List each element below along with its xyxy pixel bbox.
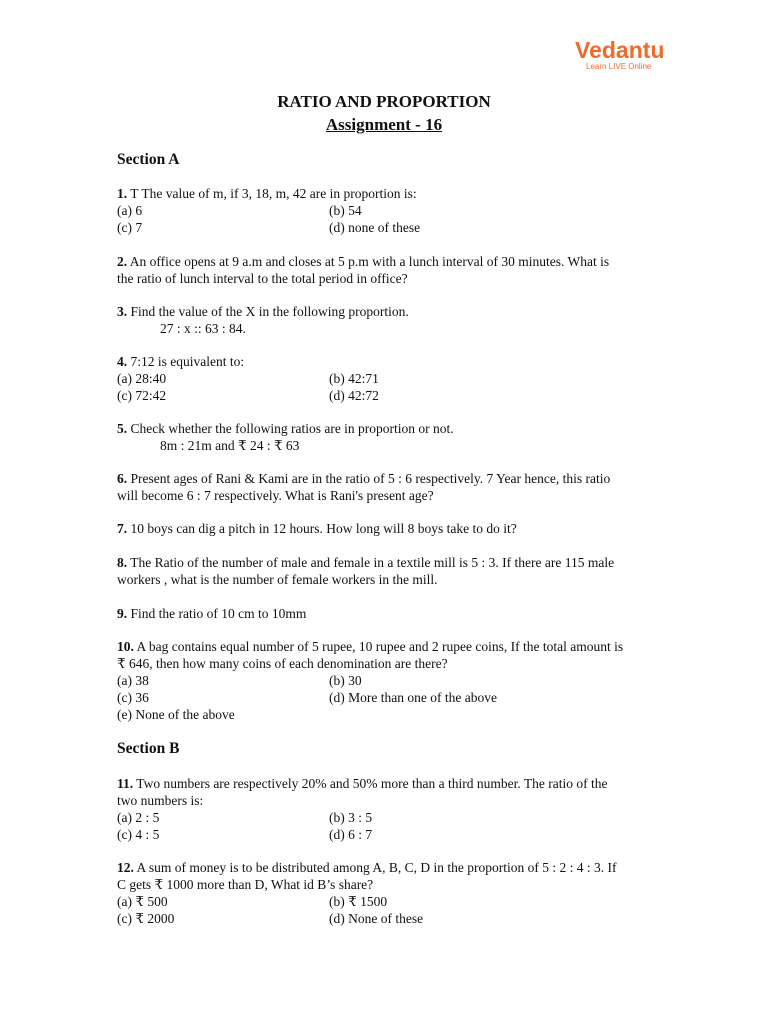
question-text: Find the value of the X in the following proportion. bbox=[127, 304, 409, 319]
question-number: 4. bbox=[117, 354, 128, 369]
question-text: Check whether the following ratios are in proportion or not. bbox=[127, 421, 454, 436]
option: (d) 42:72 bbox=[329, 388, 379, 403]
question-text: Present ages of Rani & Kami are in the ratio of 5 : 6 respectively. 7 Year hence, this ratio bbox=[127, 471, 611, 486]
option: (c) 4 : 5 bbox=[117, 827, 160, 842]
question-10 bbox=[117, 639, 623, 655]
page-title: RATIO AND PROPORTION bbox=[277, 92, 491, 111]
option: (b) 3 : 5 bbox=[329, 810, 373, 825]
question-number: 9. bbox=[117, 606, 128, 621]
option: (c) ₹ 2000 bbox=[117, 911, 175, 926]
question-6 bbox=[117, 471, 610, 487]
option: (a) 28:40 bbox=[117, 371, 167, 386]
question-1 bbox=[117, 186, 417, 202]
option: (b) 42:71 bbox=[329, 371, 379, 386]
logo-wordmark: Vedantu bbox=[575, 37, 665, 63]
question-text-continued: will become 6 : 7 respectively. What is Rani's present age? bbox=[117, 488, 434, 503]
question-2 bbox=[117, 254, 609, 270]
question-number: 6. bbox=[117, 471, 128, 486]
question-number: 3. bbox=[117, 304, 128, 319]
question-text-continued: workers , what is the number of female workers in the mill. bbox=[117, 572, 438, 587]
section-b-heading: Section B bbox=[117, 740, 180, 757]
question-number: 8. bbox=[117, 555, 128, 570]
option: (a) 6 bbox=[117, 203, 143, 218]
question-11 bbox=[117, 776, 607, 792]
question-number: 11. bbox=[117, 776, 134, 791]
option: (d) None of these bbox=[329, 911, 424, 926]
assignment-subtitle: Assignment - 16 bbox=[325, 115, 443, 134]
vedantu-logo bbox=[575, 38, 685, 80]
question-number: 1. bbox=[117, 186, 128, 201]
question-text-continued: the ratio of lunch interval to the total period in office? bbox=[117, 271, 408, 286]
question-text: A sum of money is to be distributed among A, B, C, D in the proportion of 5 : 2 : 4 : 3. If bbox=[133, 860, 617, 875]
question-text: 10 boys can dig a pitch in 12 hours. How long will 8 boys take to do it? bbox=[127, 521, 517, 536]
question-8 bbox=[117, 555, 614, 571]
option: (b) 30 bbox=[329, 673, 362, 688]
option: (d) 6 : 7 bbox=[329, 827, 373, 842]
question-4 bbox=[117, 354, 244, 370]
question-text: Find the ratio of 10 cm to 10mm bbox=[127, 606, 307, 621]
ratio-expression: 8m : 21m and ₹ 24 : ₹ 63 bbox=[160, 438, 300, 453]
question-text: An office opens at 9 a.m and closes at 5 p.m with a lunch interval of 30 minutes. What is bbox=[127, 254, 610, 269]
option: (b) ₹ 1500 bbox=[329, 894, 388, 909]
question-text: T The value of m, if 3, 18, m, 42 are in proportion is: bbox=[127, 186, 417, 201]
option: (a) 38 bbox=[117, 673, 149, 688]
question-number: 12. bbox=[117, 860, 134, 875]
option: (a) ₹ 500 bbox=[117, 894, 168, 909]
question-number: 2. bbox=[117, 254, 128, 269]
option: (c) 7 bbox=[117, 220, 143, 235]
question-text-continued: C gets ₹ 1000 more than D, What id B’s share? bbox=[117, 877, 374, 892]
question-text-continued: two numbers is: bbox=[117, 793, 204, 808]
option: (a) 2 : 5 bbox=[117, 810, 160, 825]
question-5 bbox=[117, 421, 454, 437]
question-text-continued: ₹ 646, then how many coins of each denomination are there? bbox=[117, 656, 448, 671]
question-number: 7. bbox=[117, 521, 128, 536]
logo-tagline: Learn LIVE Online bbox=[586, 62, 652, 71]
question-9 bbox=[117, 606, 306, 622]
proportion-expression: 27 : x :: 63 : 84. bbox=[160, 321, 246, 336]
question-3 bbox=[117, 304, 409, 320]
option: (c) 36 bbox=[117, 690, 149, 705]
question-text: A bag contains equal number of 5 rupee, 10 rupee and 2 rupee coins, If the total amount is bbox=[133, 639, 624, 654]
option: (c) 72:42 bbox=[117, 388, 167, 403]
question-text: Two numbers are respectively 20% and 50% more than a third number. The ratio of the bbox=[133, 776, 608, 791]
option: (d) More than one of the above bbox=[329, 690, 497, 705]
section-a-heading: Section A bbox=[117, 151, 180, 168]
question-12 bbox=[117, 860, 616, 876]
question-text: 7:12 is equivalent to: bbox=[127, 354, 245, 369]
question-number: 10. bbox=[117, 639, 134, 654]
question-7 bbox=[117, 521, 517, 537]
option: (e) None of the above bbox=[117, 707, 235, 722]
option: (d) none of these bbox=[329, 220, 421, 235]
option: (b) 54 bbox=[329, 203, 362, 218]
question-text: The Ratio of the number of male and female in a textile mill is 5 : 3. If there are 115 male bbox=[127, 555, 615, 570]
question-number: 5. bbox=[117, 421, 128, 436]
